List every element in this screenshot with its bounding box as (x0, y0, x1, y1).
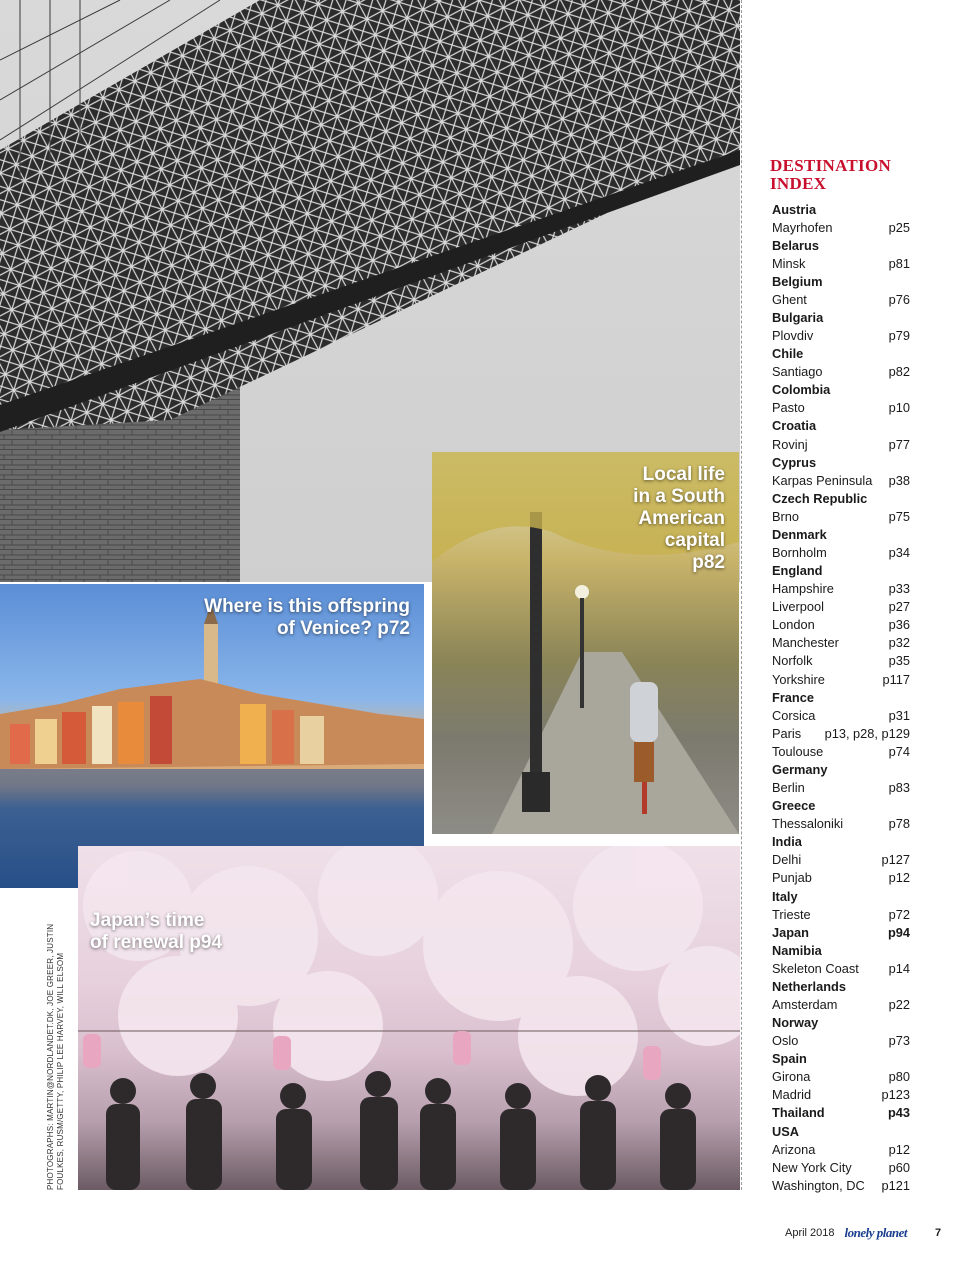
index-entry-name: Manchester (772, 635, 839, 651)
index-divider (741, 0, 742, 1190)
index-entry-page: p117 (882, 671, 910, 687)
index-entry-name: Rovinj (772, 436, 808, 452)
index-entry-name: Croatia (772, 418, 817, 434)
index-entry-name: Denmark (772, 526, 827, 542)
index-country-row (772, 1014, 910, 1032)
index-entry-row (772, 779, 910, 797)
sakura-caption-line: Japan’s time (90, 910, 205, 931)
index-entry-row (772, 290, 910, 308)
index-entry-name: Norway (772, 1015, 819, 1031)
index-entry-name: Yorkshire (772, 671, 825, 687)
index-entry-row (772, 543, 910, 561)
index-country-row (772, 417, 910, 435)
index-entry-name: Belgium (772, 273, 823, 289)
index-country-row (772, 1050, 910, 1068)
index-entry-page: p72 (888, 906, 910, 922)
index-country-row (772, 760, 910, 778)
sakura-illustration (78, 846, 740, 1190)
index-entry-name: Bornholm (772, 545, 827, 561)
index-entry-name: Chile (772, 346, 804, 362)
sakura-caption-page: p94 (189, 932, 223, 953)
index-entry-row (772, 1176, 910, 1194)
index-entry-row (772, 471, 910, 489)
index-country-row (772, 200, 910, 218)
index-entry-row (772, 724, 910, 742)
rovinj-caption-line: of Venice? (276, 618, 372, 639)
index-entry-row (772, 399, 910, 417)
index-entry-name: Trieste (772, 906, 811, 922)
index-entry-name: Oslo (772, 1033, 799, 1049)
index-entry-name: Hampshire (772, 581, 834, 597)
coastal-town-photo (0, 584, 424, 888)
index-entry-name: Minsk (772, 255, 806, 271)
issue-date: April 2018 (785, 1227, 835, 1239)
index-entry-name: India (772, 834, 802, 850)
index-country-row (772, 797, 910, 815)
index-entry-row (772, 742, 910, 760)
index-entry-page: p25 (888, 219, 910, 235)
index-entry-row (772, 218, 910, 236)
index-entry-page: p80 (888, 1069, 910, 1085)
index-entry-name: Mayrhofen (772, 219, 833, 235)
index-entry-page: p36 (888, 617, 910, 633)
index-entry-page: p33 (888, 581, 910, 597)
index-entry-row (772, 851, 910, 869)
bogota-caption-line: in a South (633, 486, 725, 507)
index-entry-page: p14 (888, 960, 910, 976)
index-country-row (772, 345, 910, 363)
index-entry-name: Skeleton Coast (772, 960, 859, 976)
index-entry-page: p77 (888, 436, 910, 452)
index-entry-name: Delhi (772, 852, 802, 868)
rovinj-caption-page: p72 (377, 618, 410, 639)
sakura-caption (90, 910, 222, 954)
index-entry-name: Girona (772, 1069, 811, 1085)
index-entry-page: p121 (881, 1177, 910, 1193)
index-country-row (772, 562, 910, 580)
index-entry-name: Washington, DC (772, 1177, 865, 1193)
index-entry-name: London (772, 617, 815, 633)
page-footer (785, 1225, 941, 1241)
bogota-caption-line: American (638, 508, 725, 529)
index-entry-name: Italy (772, 888, 798, 904)
index-country-row (772, 453, 910, 471)
index-entry-row (772, 1068, 910, 1086)
index-country-row (772, 489, 910, 507)
index-entry-name: Thailand (772, 1105, 825, 1121)
index-entry-row (772, 959, 910, 977)
page-number: 7 (935, 1227, 942, 1239)
index-entry-page: p82 (888, 364, 910, 380)
index-entry-name: Karpas Peninsula (772, 472, 873, 488)
index-entry-page: p27 (888, 599, 910, 615)
index-entry-name: Ghent (772, 291, 807, 307)
index-entry-name: Namibia (772, 942, 822, 958)
index-entry-row (772, 1086, 910, 1104)
index-country-row (772, 308, 910, 326)
index-entry-row (772, 815, 910, 833)
index-entry-page: p123 (881, 1087, 910, 1103)
index-entry-page: p32 (888, 635, 910, 651)
index-entry-row (772, 995, 910, 1013)
index-entry-page: p75 (888, 508, 910, 524)
index-entry-name: Belarus (772, 237, 819, 253)
index-entry-row (772, 706, 910, 724)
index-country-row (772, 236, 910, 254)
bogota-caption-page: p82 (692, 552, 725, 573)
index-entry-name: Cyprus (772, 454, 817, 470)
index-entry-row (772, 435, 910, 453)
index-entry-name: Arizona (772, 1141, 816, 1157)
index-entry-name: New York City (772, 1159, 852, 1175)
index-entry-page: p34 (888, 545, 910, 561)
index-entry-page: p43 (887, 1105, 910, 1121)
index-entry-row (772, 327, 910, 345)
index-entry-row (772, 905, 910, 923)
index-entry-row (772, 1140, 910, 1158)
index-entry-page: p10 (888, 400, 910, 416)
index-entry-name: Berlin (772, 780, 805, 796)
index-title (770, 157, 920, 193)
index-entry-row (772, 363, 910, 381)
destination-index-list (772, 200, 910, 1194)
index-entry-name: Colombia (772, 382, 831, 398)
index-entry-row (772, 869, 910, 887)
index-country-row (772, 977, 910, 995)
index-country-row (772, 272, 910, 290)
index-entry-name: Netherlands (772, 978, 846, 994)
index-title-line: DESTINATION (770, 156, 892, 175)
index-entry-page: p73 (888, 1033, 910, 1049)
index-entry-name: Madrid (772, 1087, 812, 1103)
index-entry-name: Brno (772, 508, 800, 524)
index-entry-page: p60 (888, 1159, 910, 1175)
index-entry-row (772, 616, 910, 634)
index-entry-name: Austria (772, 201, 817, 217)
index-entry-name: Punjab (772, 870, 812, 886)
index-entry-row (772, 1104, 910, 1122)
index-entry-page: p35 (888, 653, 910, 669)
index-entry-page: p81 (888, 255, 910, 271)
index-entry-page: p127 (881, 852, 910, 868)
index-entry-name: Japan (772, 924, 809, 940)
index-entry-name: Norfolk (772, 653, 813, 669)
index-entry-name: Corsica (772, 707, 816, 723)
bogota-caption-line: capital (664, 530, 725, 551)
index-country-row (772, 688, 910, 706)
index-entry-name: Thessaloniki (772, 816, 844, 832)
index-country-row (772, 525, 910, 543)
bogota-caption (633, 464, 725, 574)
index-title-line: INDEX (770, 174, 827, 193)
index-entry-name: Greece (772, 798, 816, 814)
index-entry-name: Santiago (772, 364, 823, 380)
index-entry-row (772, 1158, 910, 1176)
index-entry-row (772, 507, 910, 525)
index-entry-page: p83 (888, 780, 910, 796)
index-entry-name: Germany (772, 761, 828, 777)
index-entry-name: Toulouse (772, 743, 824, 759)
index-entry-page: p38 (888, 472, 910, 488)
index-entry-page: p79 (888, 328, 910, 344)
bogota-caption-line: Local life (642, 464, 725, 485)
index-country-row (772, 381, 910, 399)
index-entry-row (772, 254, 910, 272)
index-entry-name: England (772, 563, 823, 579)
cherry-blossom-photo (78, 846, 740, 1190)
index-entry-name: Plovdiv (772, 328, 814, 344)
index-entry-page: p74 (888, 743, 910, 759)
index-entry-name: Paris (772, 725, 802, 741)
rovinj-caption-line: Where is this offspring (204, 596, 410, 617)
index-country-row (772, 1122, 910, 1140)
index-entry-name: France (772, 689, 814, 705)
index-entry-name: Spain (772, 1051, 807, 1067)
index-entry-name: Liverpool (772, 599, 824, 615)
index-entry-row (772, 652, 910, 670)
rovinj-caption (204, 596, 410, 640)
index-entry-name: Bulgaria (772, 310, 824, 325)
index-entry-name: Amsterdam (772, 996, 838, 1012)
index-entry-row (772, 923, 910, 941)
index-entry-name: USA (772, 1123, 800, 1139)
index-entry-row (772, 634, 910, 652)
index-entry-row (772, 670, 910, 688)
index-entry-page: p12 (888, 1141, 910, 1157)
street-cyclist-photo (432, 452, 739, 834)
index-entry-page: p13, p28, p129 (824, 725, 910, 741)
index-country-row (772, 941, 910, 959)
brand-logo: lonely planet (844, 1225, 908, 1240)
photo-credits: PHOTOGRAPHS: MARTIN@NORDLANDET.DK, JOE GREER, JUSTIN FOULKES, RUSM/GETTY, PHILIP LEE HARVEY, WILL ELSOM (46, 923, 65, 1190)
index-entry-row (772, 598, 910, 616)
index-entry-page: p78 (888, 816, 910, 832)
index-entry-page: p31 (888, 707, 910, 723)
index-entry-page: p12 (888, 870, 910, 886)
index-country-row (772, 887, 910, 905)
index-entry-name: Czech Republic (772, 490, 868, 506)
index-entry-page: p22 (888, 996, 910, 1012)
index-entry-name: Pasto (772, 400, 805, 416)
index-entry-page: p94 (887, 924, 910, 940)
index-entry-row (772, 580, 910, 598)
index-entry-row (772, 1032, 910, 1050)
index-entry-page: p76 (888, 291, 910, 307)
sakura-caption-line: of renewal (90, 932, 184, 953)
index-country-row (772, 833, 910, 851)
